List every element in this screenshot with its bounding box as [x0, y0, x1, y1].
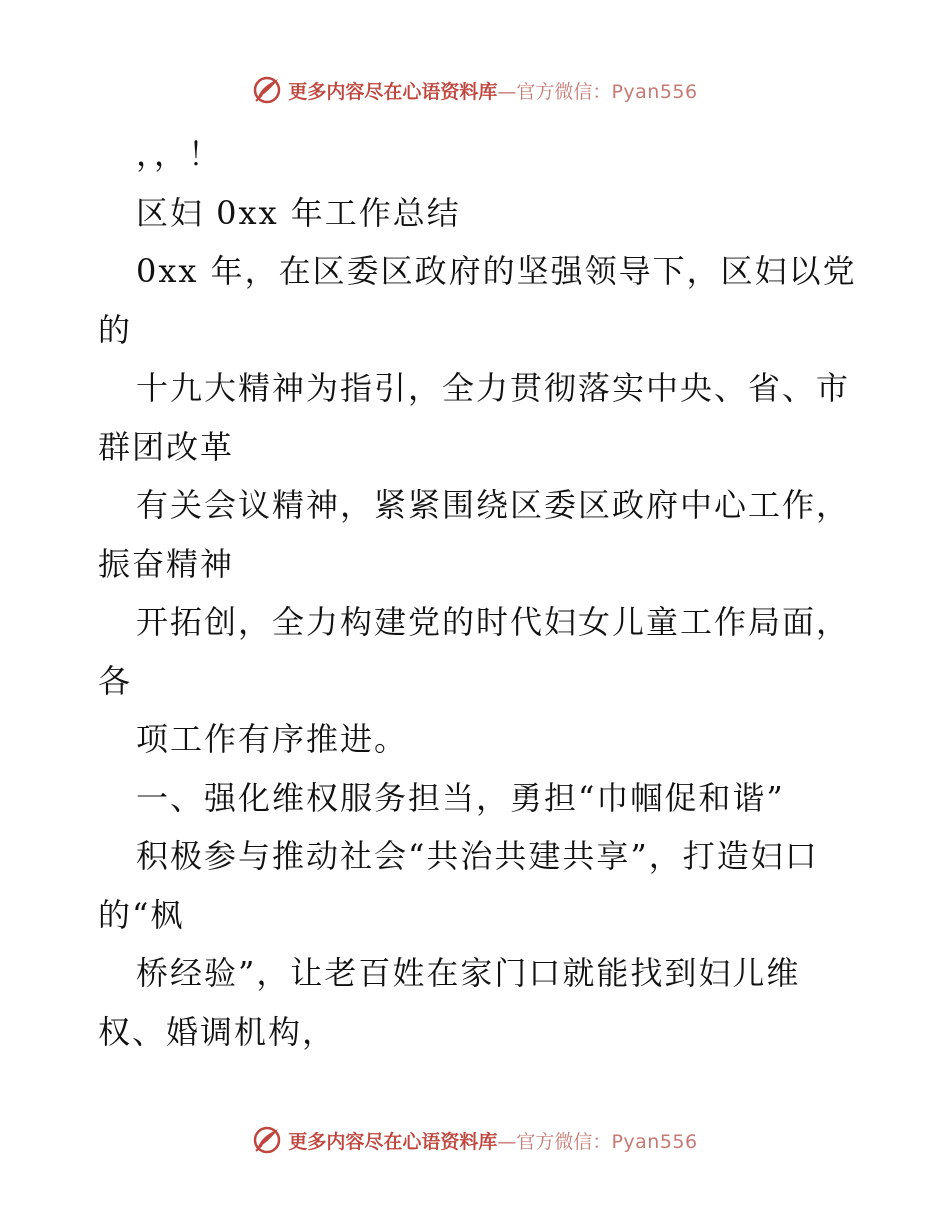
footer-banner — [0, 1120, 950, 1160]
body-line: 有关会议精神，紧紧围绕区委区政府中心工作， — [136, 486, 851, 524]
body-line: 振奋精神 — [98, 544, 235, 583]
footer-channel: 官方微信： — [516, 1130, 612, 1153]
body-line: 权、婚调机构， — [98, 1012, 337, 1051]
footer-account: Pyan556 — [611, 1130, 698, 1153]
header-channel: 官方微信： — [516, 80, 612, 103]
footer-banner-text — [288, 1127, 697, 1154]
header-separator: — — [497, 80, 517, 103]
header-banner-text — [288, 77, 697, 104]
body-line: 桥经验”，让老百姓在家门口就能找到妇儿维 — [136, 954, 801, 992]
body-line: 的 — [98, 310, 133, 349]
body-line: ，，！ — [136, 135, 223, 173]
document-title: 区妇 0xx 年工作总结 — [136, 193, 461, 232]
quill-logo-icon — [252, 75, 282, 105]
body-line: 0xx 年，在区委区政府的坚强领导下，区妇以党 — [136, 252, 857, 290]
body-line: 项工作有序推进。 — [136, 720, 409, 758]
body-line: 的“枫 — [98, 895, 185, 934]
body-line: 十九大精神为指引，全力贯彻落实中央、省、市 — [136, 369, 851, 407]
body-line: 开拓创，全力构建党的时代妇女儿童工作局面， — [136, 603, 851, 641]
section-heading: 一、强化维权服务担当，勇担“巾帼促和谐” — [136, 778, 785, 817]
header-banner — [0, 70, 950, 110]
footer-brand: 更多内容尽在心语资料库 — [288, 1130, 498, 1153]
header-account: Pyan556 — [611, 80, 698, 103]
body-line: 群团改革 — [98, 427, 235, 466]
body-line: 积极参与推动社会“共治共建共享”，打造妇口 — [136, 837, 819, 875]
quill-logo-icon — [252, 1125, 282, 1155]
footer-separator: — — [497, 1130, 517, 1153]
header-brand: 更多内容尽在心语资料库 — [288, 80, 498, 103]
document-body — [98, 125, 858, 1061]
body-line: 各 — [98, 661, 133, 700]
